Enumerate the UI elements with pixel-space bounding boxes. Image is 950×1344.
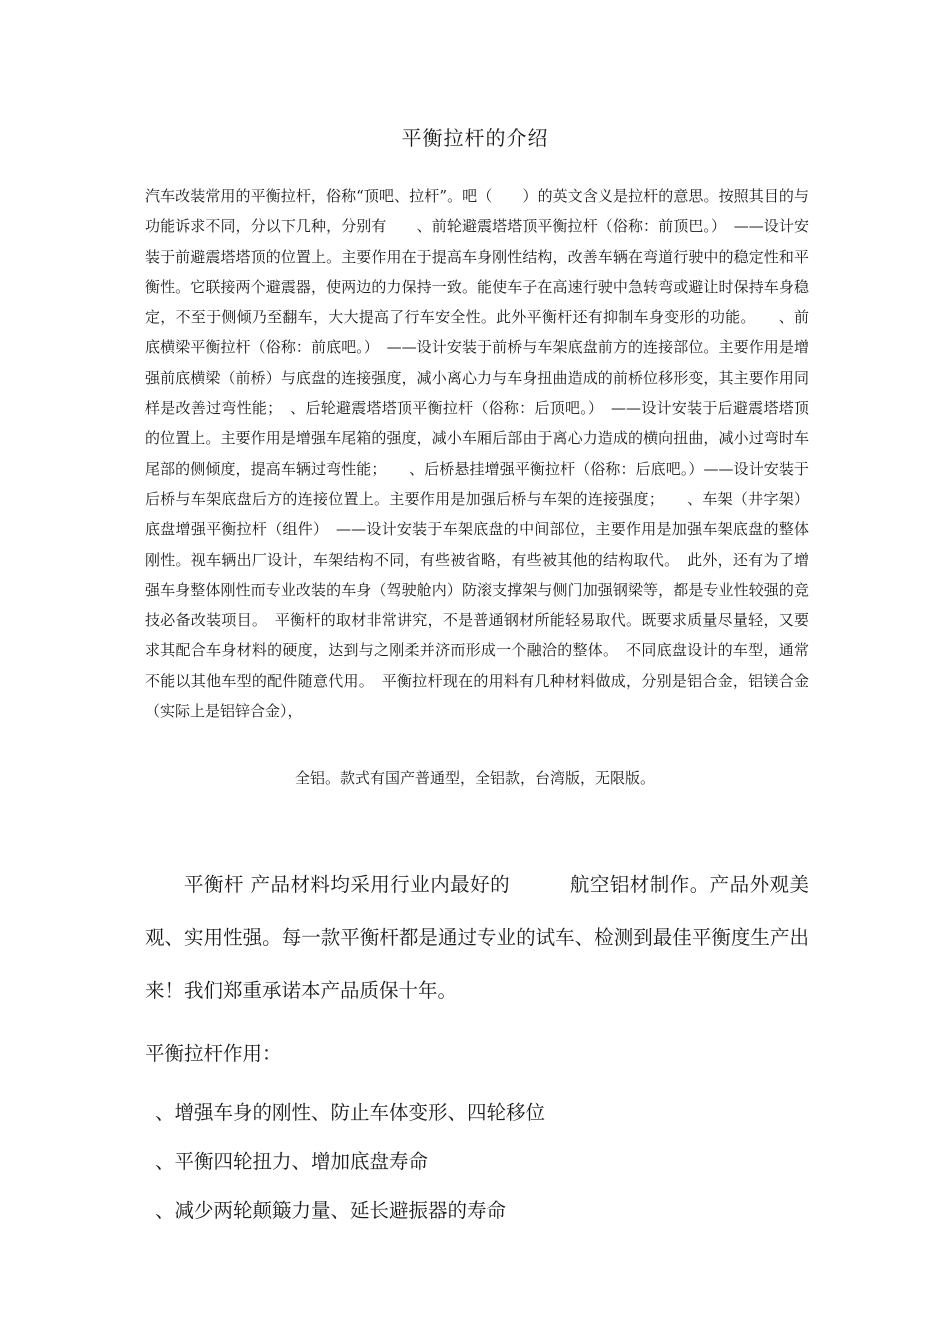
list-item: 、增强车身的刚性、防止车体变形、四轮移位 — [155, 1101, 546, 1124]
intro-paragraph: 汽车改装常用的平衡拉杆，俗称“顶吧、拉杆”。吧（ ）的英文含义是拉杆的意思。按照其目的与功能诉求不同，分以下几种，分别有 、前轮避震塔塔顶平衡拉杆（俗称：前顶巴。） ——设计安装于前避震塔塔顶的位置上。主要作用在于提高车身刚性结构，改善车辆在弯道行驶中的稳定性和平衡性。它联接两个避震器，使两边的力保持一致。能使车子在高速行驶中急转弯或避让时保持车身稳定，不至于侧倾乃至翻车，大大提高了行车安全性。此外平衡杆还有抑制车身变形的功能。 、前底横梁平衡拉杆（俗称：前底吧。） ——设计安装于前桥与车架底盘前方的连接部位。主要作用是增强前底横梁（前桥）与底盘的连接强度，减小离心力与车身扭曲造成的前桥位移形变，其主要作用同样是改善过弯性能； 、后轮避震塔塔顶平衡拉杆（俗称：后顶吧。） ——设计安装于后避震塔塔顶的位置上。主要作用是增强车尾箱的强度，减小车厢后部由于离心力造成的横向扭曲，减小过弯时车尾部的侧倾度，提高车辆过弯性能； 、后桥悬挂增强平衡拉杆（俗称：后底吧。）——设计安装于后桥与车架底盘后方的连接位置上。主要作用是加强后桥与车架的连接强度； 、车架（井字架）底盘增强平衡拉杆（组件） ——设计安装于车架底盘的中间部位，主要作用是加强车架底盘的整体刚性。视车辆出厂设计，车架结构不同，有些被省略，有些被其他的结构取代。 此外，还有为了增强车身整体刚性而专业改装的车身（驾驶舱内）防滚支撑架与侧门加强钢梁等，都是专业性较强的竞技必备改装项目。 平衡杆的取材非常讲究，不是普通钢材所能轻易取代。既要求质量尽量轻，又要求其配合车身材料的硬度，达到与之刚柔并济而形成一个融洽的整体。 不同底盘设计的车型，通常不能以其他车型的配件随意代用。 平衡拉杆现在的用料有几种材料做成，分别是铝合金，铝镁合金（实际上是铝锌合金）， — [145, 187, 809, 721]
list-item: 、平衡四轮扭力、增加底盘寿命 — [155, 1150, 429, 1173]
functions-list — [155, 1088, 545, 1235]
promo-paragraph: 平衡杆 产品材料均采用行业内最好的 航空铝材制作。产品外观美观、实用性强。每一款平衡杆都是通过专业的试车、检测到最佳平衡度生产出来！我们郑重承诺本产品质保十年。 — [145, 873, 809, 1002]
functions-heading: 平衡拉杆作用： — [145, 1042, 282, 1065]
intro-paragraph-last-line: 全铝。款式有国产普通型，全铝款，台湾版，无限版。 — [294, 769, 655, 787]
document-title: 平衡拉杆的介绍 — [401, 126, 549, 150]
list-item: 、减少两轮颠簸力量、延长避振器的寿命 — [155, 1199, 507, 1222]
